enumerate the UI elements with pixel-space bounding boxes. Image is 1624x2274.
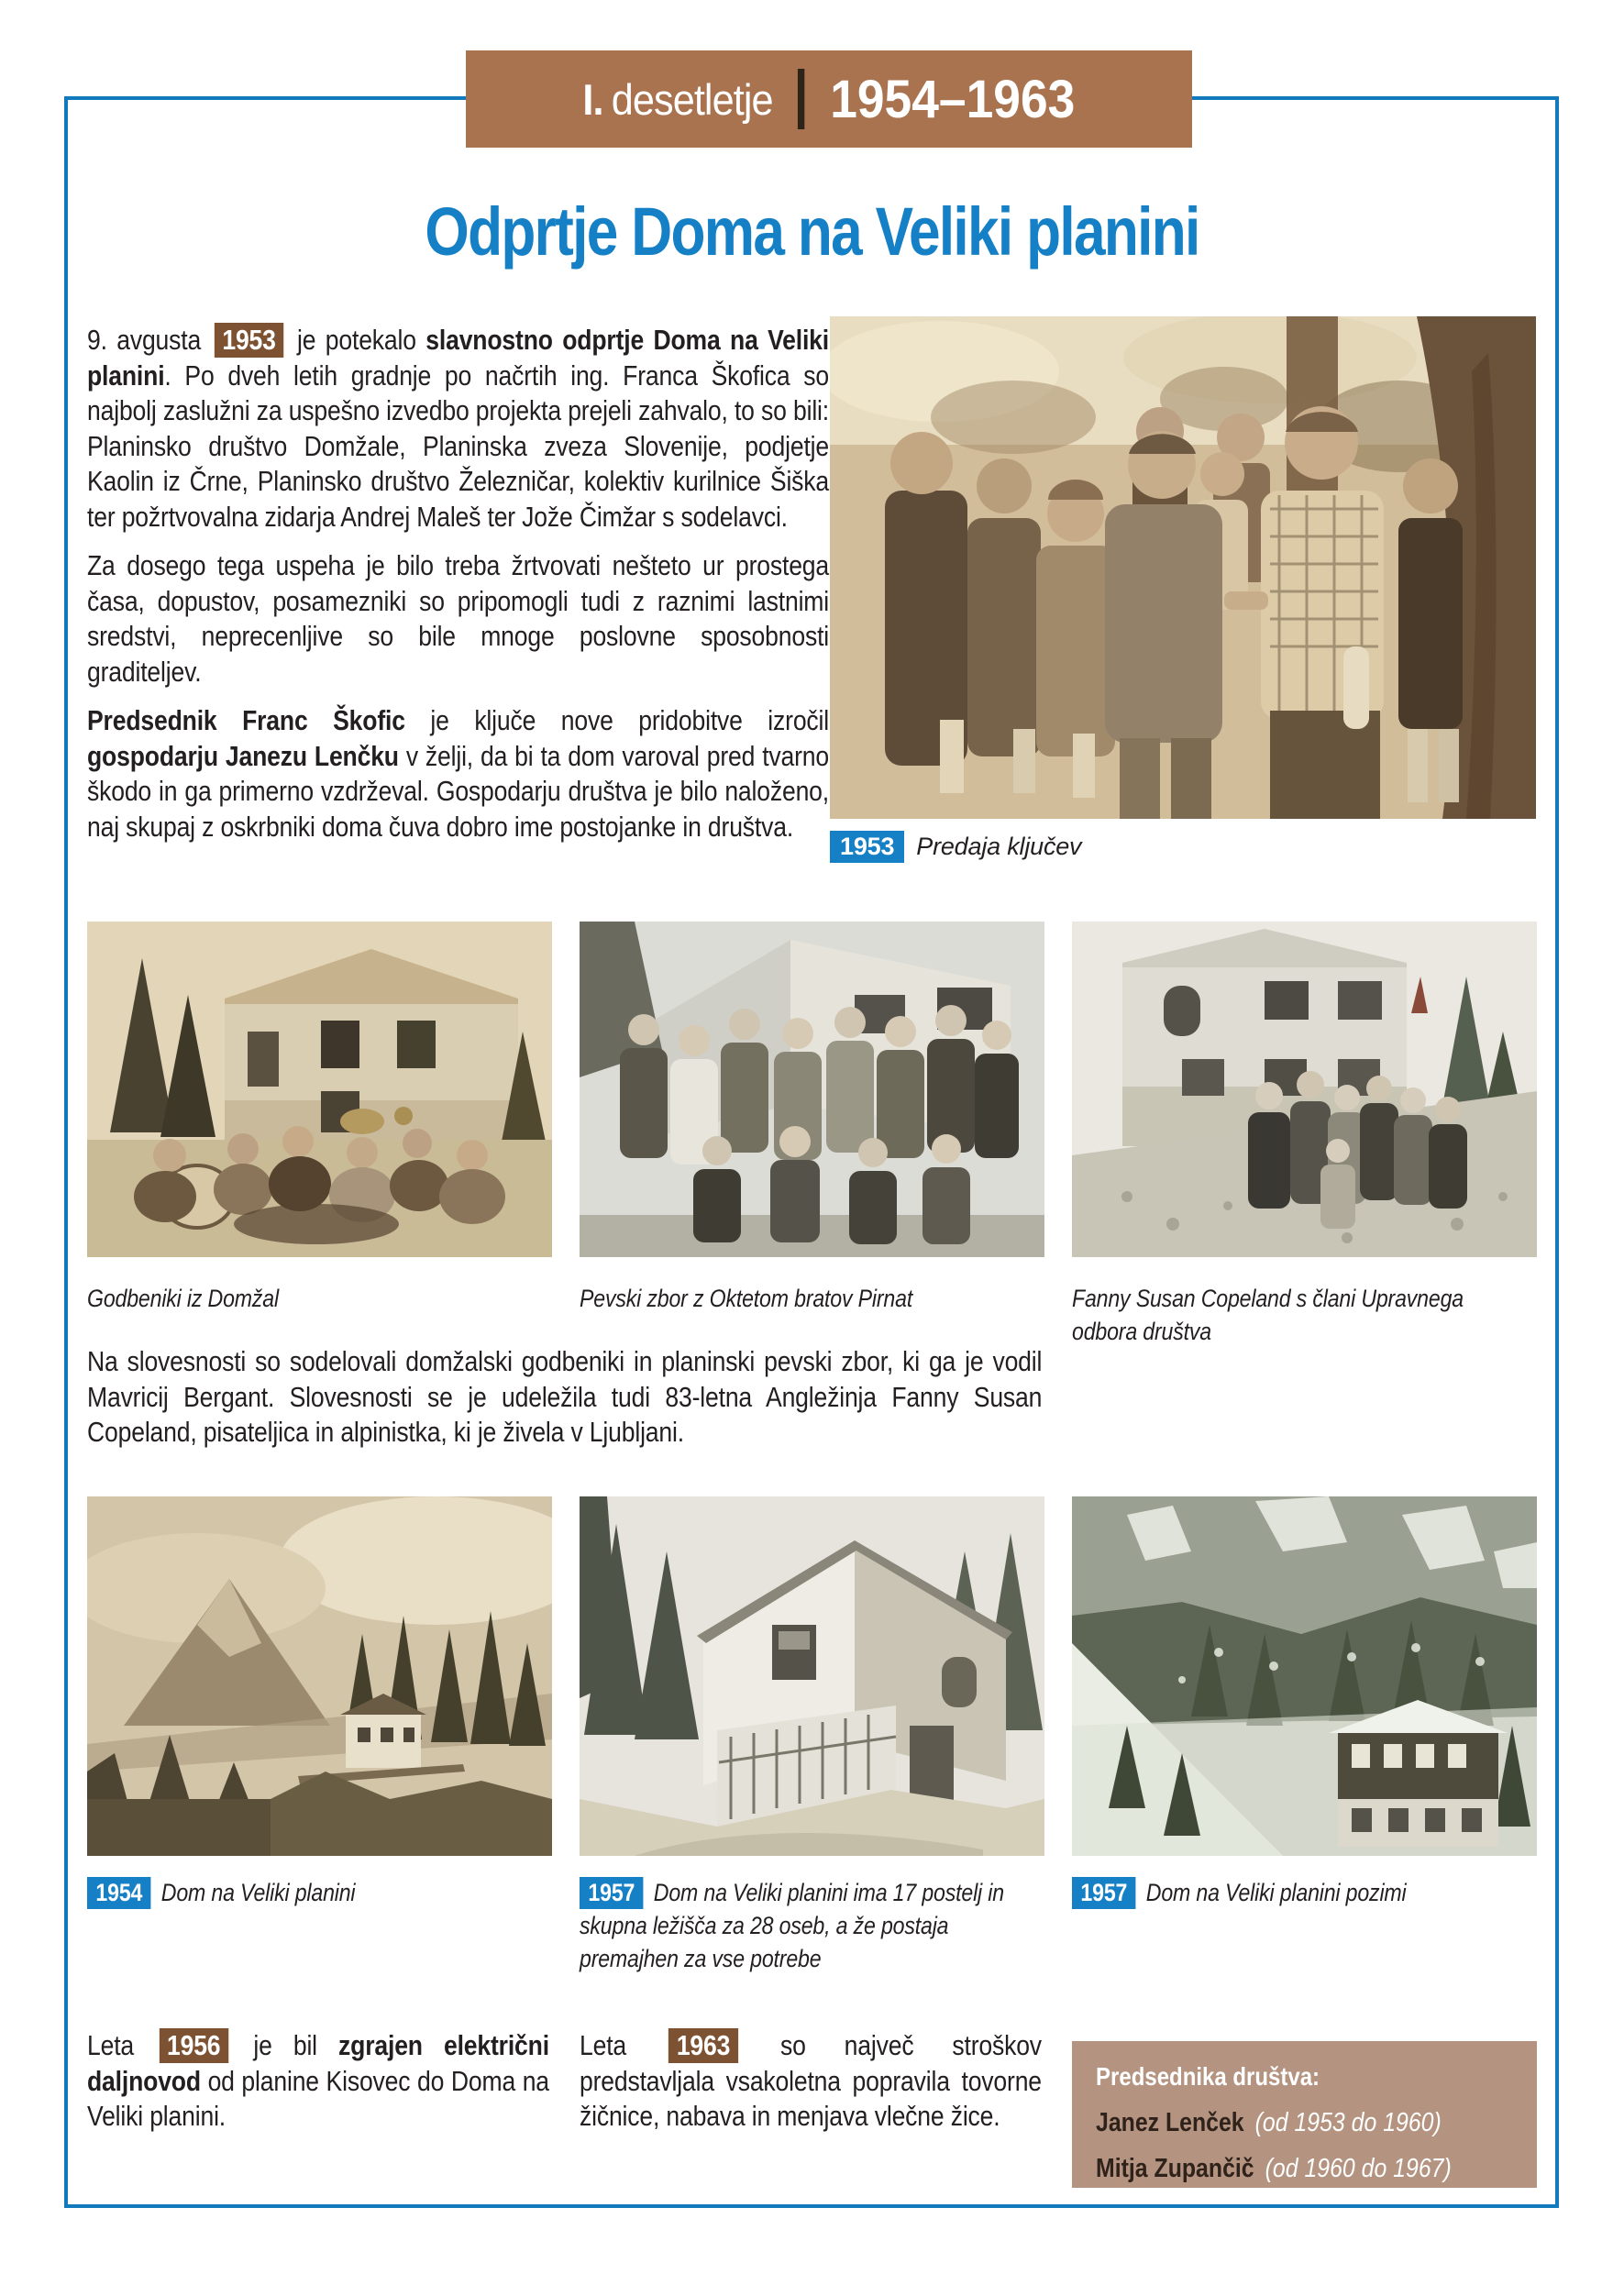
president-name: Mitja Zupančič	[1096, 2154, 1254, 2183]
caption-text: Predaja ključev	[916, 833, 1082, 860]
paragraph: Predsednik Franc Škofic je ključe nove pridobitve izročil gospodarju Janezu Lenčku v želji, da bi ta dom varoval pred tvarno škodo in ga primerno vzdrževal. Gospodarju društva je bilo naloženo, naj skupaj z oskrbniki doma čuva dobro ime postojanke in društva.	[87, 704, 830, 843]
paragraph: Za dosego tega uspeha je bilo treba žrtvovati nešteto ur prostega časa, dopustov, posamezniki so pripomogli tudi z raznimi lastnimi sredstvi, neprecenljive so bile mnoge poslovne sposobnosti graditeljev.	[87, 549, 830, 688]
year-badge: 1957	[1072, 1877, 1136, 1909]
photo-caption: 1957 Dom na Veliki planini ima 17 postelj in skupna ležišča za 28 oseb, a že postaja premajhen za vse potrebe	[580, 1879, 1004, 1972]
photo-choir	[580, 922, 1044, 1257]
photo-caption: Godbeniki iz Domžal	[87, 1285, 279, 1312]
note-1963: Leta 1963 so največ stroškov predstavljala vsakoletna popravila tovorne žičnice, nabava in menjava vlečne žice.	[580, 2029, 1042, 2132]
chapter-word: desetletje	[611, 74, 773, 124]
chapter-years: 1954–1963	[830, 69, 1076, 129]
page-title: Odprtje Doma na Veliki planini	[425, 193, 1199, 270]
chapter-separator	[798, 69, 804, 129]
year-badge: 1957	[580, 1877, 644, 1909]
photo-caption: Fanny Susan Copeland s člani Upravnega odbora društva	[1072, 1285, 1464, 1345]
ceremony-paragraph: Na slovesnosti so sodelovali domžalski godbeniki in planinski pevski zbor, ki ga je vodil Mavricij Bergant. Slovesnosti se je udeležila tudi 83-letna Angležinja Fanny Susan Copeland, pisateljica in alpinistka, ki je živela v Ljubljani.	[87, 1345, 1043, 1448]
chapter-badge	[466, 50, 1192, 148]
note-1956: Leta 1956 je bil zgrajen električni daljnovod od planine Kisovec do Doma na Veliki planini.	[87, 2029, 549, 2132]
president-row	[1096, 2100, 1536, 2146]
photo-caption	[830, 830, 1536, 863]
photo-caption: 1957 Dom na Veliki planini pozimi	[1072, 1876, 1536, 1909]
chapter-numeral: I.	[582, 74, 603, 124]
photo-dom-winter	[1072, 1496, 1537, 1856]
photo-caption: Pevski zbor z Oktetom bratov Pirnat	[580, 1285, 913, 1312]
president-term: (od 1960 do 1967)	[1265, 2154, 1452, 2183]
photo-caption: 1954 Dom na Veliki planini	[87, 1876, 551, 1909]
presidents-box	[1072, 2041, 1537, 2188]
intro-text	[87, 323, 829, 858]
photo-dom-1954	[87, 1496, 552, 1856]
photo-dom-1957	[580, 1496, 1044, 1856]
paragraph: 9. avgusta 1953 je potekalo slavnostno odprtje Doma na Veliki planini. Po dveh letih gradnje po načrtih ing. Franca Škofica so najbolj zaslužni za uspešno izvedbo projekta prejeli zahvalo, to so bili: Planinsko društvo Domžale, Planinska zveza Slovenije, podjetje Kaolin iz Črne, Planinsko društvo Železničar, kolektiv kurilnice Šiška ter požrtvovalna zidarja Andrej Maleš ter Jože Čimžar s sodelavci.	[87, 324, 830, 533]
year-badge: 1954	[87, 1877, 151, 1909]
president-term: (od 1953 do 1960)	[1254, 2108, 1442, 2137]
photo-copeland-group	[1072, 922, 1537, 1257]
presidents-heading: Predsednika društva:	[1096, 2062, 1320, 2091]
photo-band-domzale	[87, 922, 552, 1257]
year-badge: 1953	[830, 831, 904, 863]
photo-key-handover	[830, 316, 1536, 819]
president-name: Janez Lenček	[1096, 2108, 1244, 2137]
president-row	[1096, 2146, 1536, 2191]
